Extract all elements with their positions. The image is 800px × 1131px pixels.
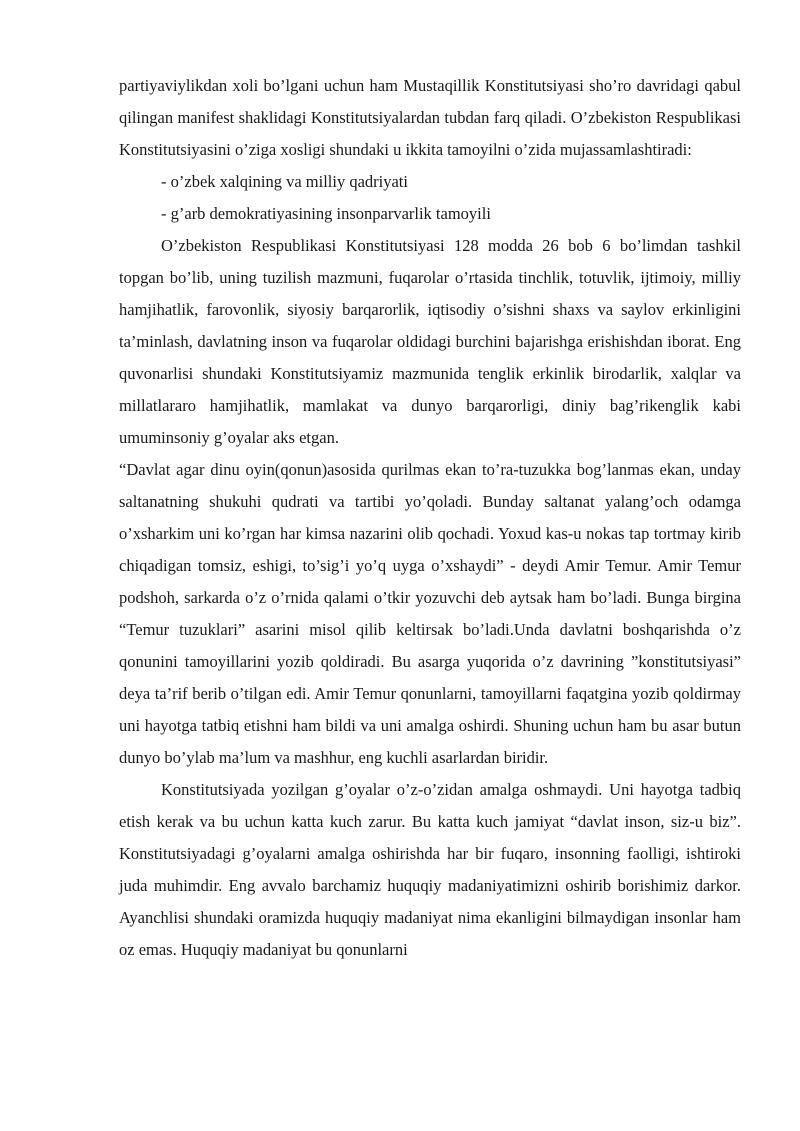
- paragraph-implementation: Konstitutsiyada yozilgan g’oyalar o’z-o’zidan amalga oshmaydi. Uni hayotga tadbiq etish kerak va bu uchun katta kuch zarur. Bu katta kuch jamiyat “davlat inson, siz-u biz”. Konstitutsiyadagi g’oyalarni amalga oshirishda har bir fuqaro, insonning faolligi, ishtiroki juda muhimdir. Eng avvalo barchamiz huquqiy madaniyatimizni oshirib borishimiz darkor. Ayanchlisi shundaki oramizda huquqiy madaniyat nima ekanligini bilmaydigan insonlar ham oz emas. Huquqiy madaniyat bu qonunlarni: [119, 780, 741, 959]
- paragraph-amir-temur-quote: “Davlat agar dinu oyin(qonun)asosida qurilmas ekan to’ra-tuzukka bog’lanmas ekan, unday saltanatning shukuhi qudrati va tartibi yo’qoladi. Bunday saltanat yalang’och odamga o’xsharkim uni ko’rgan har kimsa nazarini olib qochadi. Yoxud kas-u nokas tap tortmay kirib chiqadigan tomsiz, eshigi, to’sig’i yo’q uyga o’xshaydi” - deydi Amir Temur. Amir Temur podshoh, sarkarda o’z o’rnida qalami o’tkir yozuvchi deb aytsak ham bo’ladi. Bunga birgina “Temur tuzuklari” asarini misol qilib keltirsak bo’ladi.Unda davlatni boshqarishda o’z qonunini tamoyillarini yozib qoldiradi. Bu asarga yuqorida o’z davrining ”konstitutsiyasi” deya ta’rif berib o’tilgan edi. Amir Temur qonunlarni, tamoyillarni faqatgina yozib qoldirmay uni hayotga tatbiq etishni ham bildi va uni amalga oshirdi. Shuning uchun ham bu asar butun dunyo bo’ylab ma’lum va mashhur, eng kuchli asarlardan biridir.: [119, 460, 741, 767]
- list-item-western-democracy: - g’arb demokratiyasining insonparvarlik tamoyili: [161, 204, 491, 223]
- document-body: [119, 70, 741, 966]
- paragraph-continuation: partiyaviylikdan xoli bo’lgani uchun ham Mustaqillik Konstitutsiyasi sho’ro davridagi qabul qilingan manifest shaklidagi Konstitutsiyalardan tubdan farq qiladi. O’zbekiston Respublikasi Konstitutsiyasini o’ziga xosligi shundaki u ikkita tamoyilni o’zida mujassamlashtiradi:: [119, 76, 741, 159]
- paragraph-constitution-structure: O’zbekiston Respublikasi Konstitutsiyasi 128 modda 26 bob 6 bo’limdan tashkil topgan bo’lib, uning tuzilish mazmuni, fuqarolar o’rtasida tinchlik, totuvlik, ijtimoiy, milliy hamjihatlik, farovonlik, siyosiy barqarorlik, iqtisodiy o’sishni shaxs va saylov erkinligini ta’minlash, davlatning inson va fuqarolar oldidagi burchini bajarishga erishishdan iborat. Eng quvonarlisi shundaki Konstitutsiyamiz mazmunida tenglik erkinlik birodarlik, xalqlar va millatlararo hamjihatlik, mamlakat va dunyo barqarorligi, diniy bag’rikenglik kabi umuminsoniy g’oyalar aks etgan.: [119, 236, 741, 447]
- list-item-national-values: - o’zbek xalqining va milliy qadriyati: [161, 172, 408, 191]
